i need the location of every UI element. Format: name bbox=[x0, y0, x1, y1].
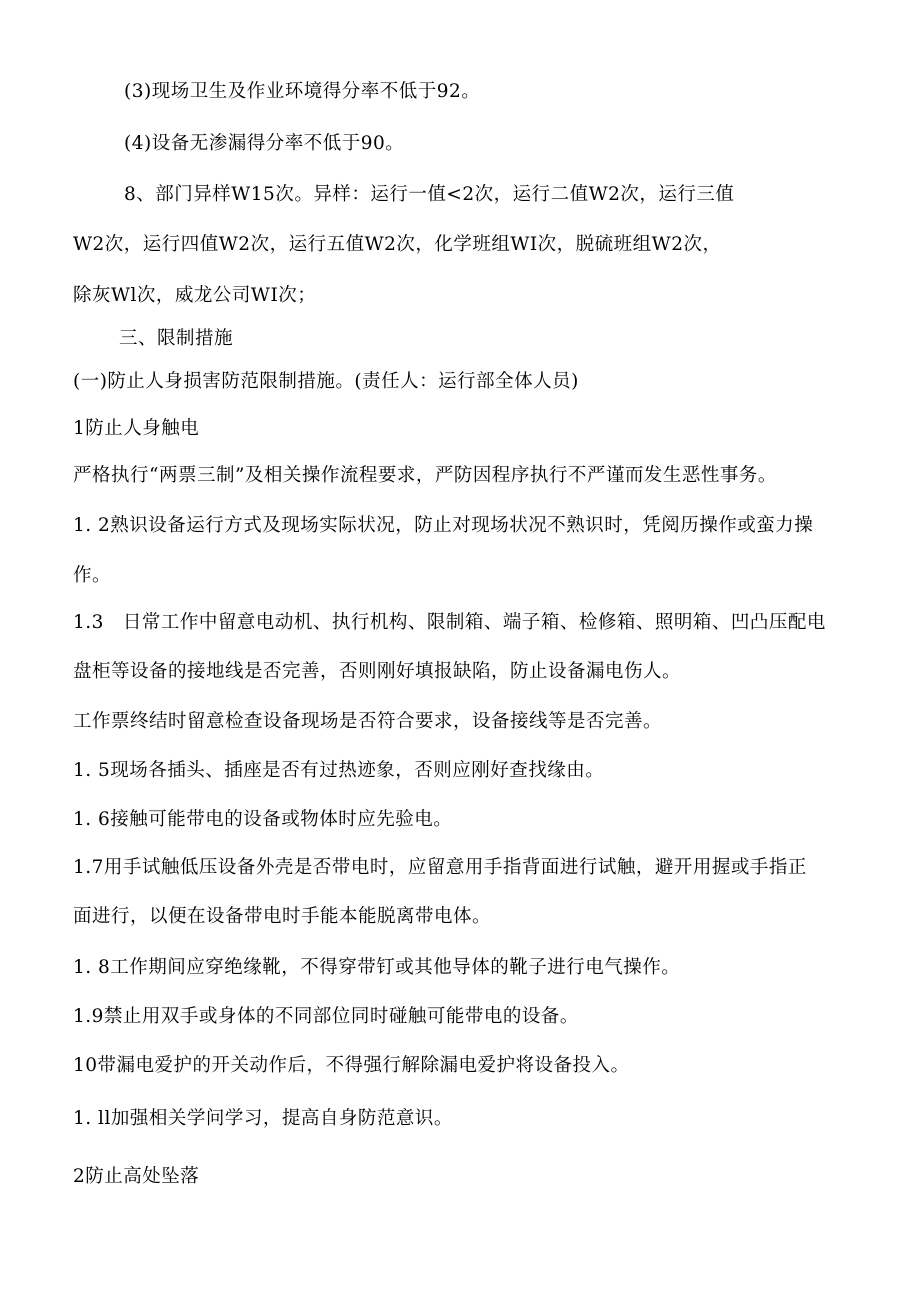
text-line: 1. ll加强相关学问学习，提高自身防范意识。 bbox=[73, 1108, 453, 1129]
text-line: 除灰Wl次，威龙公司WI次； bbox=[73, 285, 317, 306]
section-heading: 三、限制措施 bbox=[119, 328, 234, 349]
text-line: 8、部门异样W15次。异样：运行一值<2次，运行二值W2次，运行三值 bbox=[124, 184, 735, 205]
text-line: 1. 8工作期间应穿绝缘靴，不得穿带钉或其他导体的靴子进行电气操作。 bbox=[73, 957, 681, 978]
text-line: 盘柜等设备的接地线是否完善，否则刚好填报缺陷，防止设备漏电伤人。 bbox=[73, 661, 682, 682]
text-line: 面进行，以便在设备带电时手能本能脱离带电体。 bbox=[73, 906, 492, 927]
text-line: 1.7用手试触低压设备外壳是否带电时，应留意用手指背面进行试触，避开用握或手指正 bbox=[73, 857, 807, 878]
text-line: 工作票终结时留意检查设备现场是否符合要求，设备接线等是否完善。 bbox=[73, 711, 663, 732]
text-line: 作。 bbox=[73, 565, 112, 586]
text-line: 1.9禁止用双手或身体的不同部位同时碰触可能带电的设备。 bbox=[73, 1006, 579, 1027]
text-line: W2次，运行四值W2次，运行五值W2次，化学班组WI次，脱硫班组W2次， bbox=[73, 234, 722, 255]
item-heading: 1防止人身触电 bbox=[73, 418, 200, 439]
subsection-heading: (一)防止人身损害防范限制措施。(责任人：运行部全体人员) bbox=[73, 371, 579, 392]
text-line: 1. 6接触可能带电的设备或物体时应先验电。 bbox=[73, 809, 453, 830]
text-line: 严格执行“两票三制”及相关操作流程要求，严防因程序执行不严谨而发生恶性事务。 bbox=[73, 465, 777, 486]
text-line: 1. 5现场各插头、插座是否有过热迹象，否则应刚好查找缘由。 bbox=[73, 760, 605, 781]
text-line: (4)设备无渗漏得分率不低于90。 bbox=[124, 133, 405, 154]
item-heading: 2防止高处坠落 bbox=[73, 1166, 200, 1187]
text-line: 10带漏电爱护的开关动作后，不得强行解除漏电爱护将设备投入。 bbox=[73, 1055, 630, 1076]
text-line: 1. 2熟识设备运行方式及现场实际状况，防止对现场状况不熟识时，凭阅历操作或蛮力操 bbox=[73, 515, 814, 536]
text-line: 1.3 日常工作中留意电动机、执行机构、限制箱、端子箱、检修箱、照明箱、凹凸压配电 bbox=[73, 612, 826, 633]
text-line: (3)现场卫生及作业环境得分率不低于92。 bbox=[124, 81, 481, 102]
